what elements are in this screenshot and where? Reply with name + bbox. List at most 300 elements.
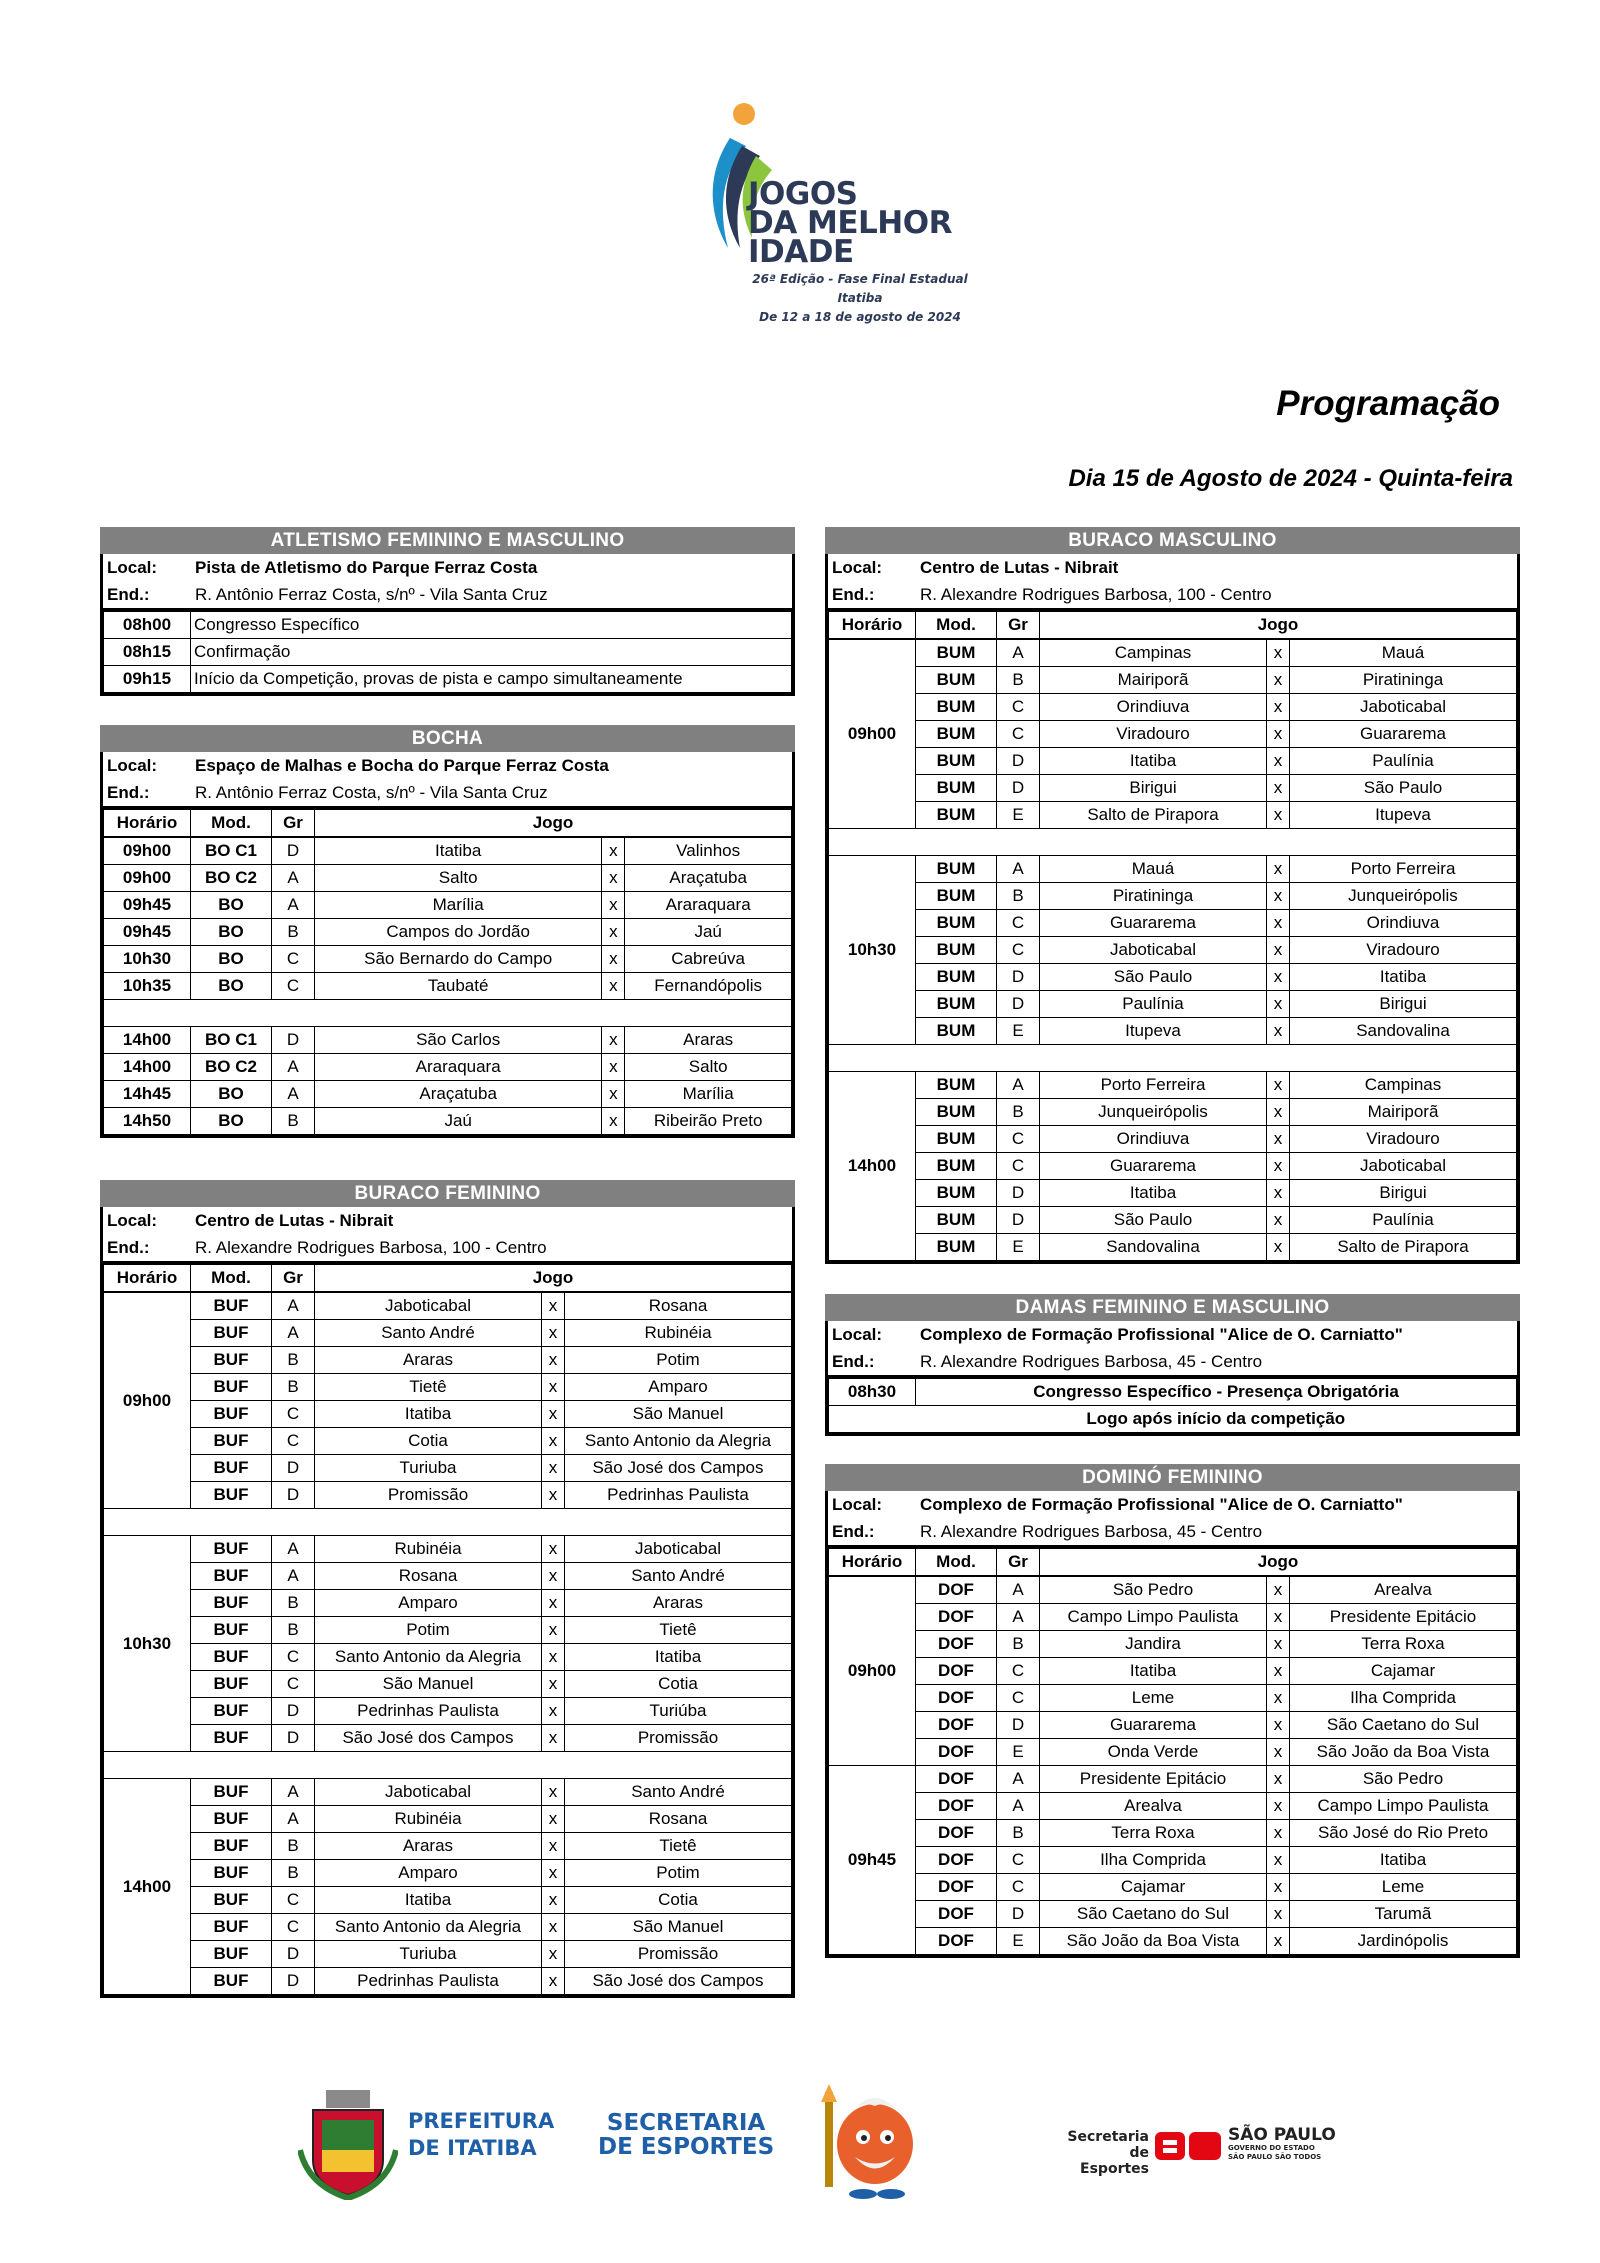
group-cell: C xyxy=(997,1153,1040,1180)
team-a-cell: São José dos Campos xyxy=(315,1725,542,1752)
prefeitura-logo xyxy=(408,2108,554,2162)
table-row xyxy=(829,1099,1517,1126)
spacer-cell xyxy=(104,1000,792,1027)
versus-cell: x xyxy=(542,1833,565,1860)
end-label: End.: xyxy=(832,1522,875,1541)
mod-cell: BO C2 xyxy=(191,865,272,892)
team-a-cell: Guararema xyxy=(1040,1153,1267,1180)
team-b-cell: Piratininga xyxy=(1290,667,1517,694)
group-cell: D xyxy=(997,1180,1040,1207)
versus-cell: x xyxy=(1267,1234,1290,1261)
group-cell: C xyxy=(272,946,315,973)
team-b-cell: Birigui xyxy=(1290,1180,1517,1207)
team-a-cell: Turiuba xyxy=(315,1941,542,1968)
group-cell: A xyxy=(272,892,315,919)
group-cell: D xyxy=(272,837,315,865)
table-row xyxy=(104,1027,792,1054)
spacer-row xyxy=(829,1045,1517,1072)
table-row xyxy=(104,1320,792,1347)
section-title: BOCHA xyxy=(100,725,795,752)
spacer-cell xyxy=(104,1752,792,1779)
section-buraco-feminino xyxy=(100,1180,795,1998)
mod-cell: BUF xyxy=(191,1536,272,1563)
sec-sp-line-1: Secretaria de xyxy=(1067,2129,1149,2161)
team-b-cell: Sandovalina xyxy=(1290,1018,1517,1045)
versus-cell: x xyxy=(1267,1739,1290,1766)
team-b-cell: Jaú xyxy=(625,919,792,946)
versus-cell: x xyxy=(1267,1712,1290,1739)
time-cell: 10h35 xyxy=(104,973,191,1000)
section-title: BURACO FEMININO xyxy=(100,1180,795,1207)
versus-cell: x xyxy=(1267,1658,1290,1685)
versus-cell: x xyxy=(542,1644,565,1671)
end-value: R. Alexandre Rodrigues Barbosa, 100 - Centro xyxy=(920,585,1272,604)
mod-cell: BO xyxy=(191,1108,272,1135)
team-a-cell: Araras xyxy=(315,1833,542,1860)
table-row xyxy=(829,937,1517,964)
group-cell: C xyxy=(272,1914,315,1941)
table-row xyxy=(104,1725,792,1752)
group-cell: C xyxy=(997,1874,1040,1901)
section-domino xyxy=(825,1464,1520,1958)
team-b-cell: Leme xyxy=(1290,1874,1517,1901)
section-bocha xyxy=(100,725,795,1138)
prefeitura-line-2: DE ITATIBA xyxy=(408,2136,537,2160)
mod-cell: BO C1 xyxy=(191,1027,272,1054)
team-a-cell: Jandira xyxy=(1040,1631,1267,1658)
section-title: DAMAS FEMININO E MASCULINO xyxy=(825,1294,1520,1321)
damas-table xyxy=(828,1378,1517,1433)
team-b-cell: Mairiporã xyxy=(1290,1099,1517,1126)
local-label: Local: xyxy=(107,756,158,775)
team-b-cell: São José do Rio Preto xyxy=(1290,1820,1517,1847)
team-a-cell: Birigui xyxy=(1040,775,1267,802)
table-row xyxy=(104,1617,792,1644)
header-time: Horário xyxy=(829,612,916,640)
time-cell: 14h45 xyxy=(104,1081,191,1108)
end-value: R. Alexandre Rodrigues Barbosa, 45 - Centro xyxy=(920,1522,1263,1541)
mascot-icon xyxy=(803,2082,933,2202)
versus-cell: x xyxy=(542,1455,565,1482)
table-row xyxy=(104,973,792,1000)
team-a-cell: Terra Roxa xyxy=(1040,1820,1267,1847)
mod-cell: DOF xyxy=(916,1793,997,1820)
team-b-cell: Promissão xyxy=(565,1725,792,1752)
group-cell: A xyxy=(272,1563,315,1590)
table-row xyxy=(104,1887,792,1914)
header-jogo: Jogo xyxy=(315,1265,792,1293)
versus-cell: x xyxy=(542,1347,565,1374)
table-row xyxy=(829,1874,1517,1901)
info-box xyxy=(100,1207,795,1264)
table-row xyxy=(104,837,792,865)
event-logo xyxy=(700,98,1000,338)
team-a-cell: Presidente Epitácio xyxy=(1040,1766,1267,1793)
mod-cell: BO xyxy=(191,946,272,973)
table-row xyxy=(104,639,792,666)
team-a-cell: Porto Ferreira xyxy=(1040,1072,1267,1099)
team-a-cell: São Caetano do Sul xyxy=(1040,1901,1267,1928)
versus-cell: x xyxy=(542,1887,565,1914)
versus-cell: x xyxy=(602,1027,625,1054)
mod-cell: BUM xyxy=(916,1072,997,1099)
team-a-cell: Cotia xyxy=(315,1428,542,1455)
group-cell: A xyxy=(997,639,1040,667)
table-row xyxy=(104,1968,792,1995)
start-cell: Logo após início da competição xyxy=(916,1406,1517,1433)
congress-cell: Congresso Específico - Presença Obrigatória xyxy=(916,1379,1517,1406)
time-cell: 08h15 xyxy=(104,639,191,666)
team-a-cell: Campos do Jordão xyxy=(315,919,602,946)
team-b-cell: Turiúba xyxy=(565,1698,792,1725)
group-cell: D xyxy=(997,991,1040,1018)
group-cell: A xyxy=(997,1072,1040,1099)
team-a-cell: São Paulo xyxy=(1040,1207,1267,1234)
group-cell: A xyxy=(272,1081,315,1108)
team-b-cell: Ilha Comprida xyxy=(1290,1685,1517,1712)
versus-cell: x xyxy=(1267,1820,1290,1847)
header-jogo: Jogo xyxy=(1040,612,1517,640)
versus-cell: x xyxy=(602,1081,625,1108)
team-a-cell: Promissão xyxy=(315,1482,542,1509)
group-cell: C xyxy=(272,973,315,1000)
page-title: Programação xyxy=(1276,384,1500,423)
spacer-cell xyxy=(829,829,1517,856)
group-cell: C xyxy=(272,1887,315,1914)
group-cell: D xyxy=(997,1901,1040,1928)
team-b-cell: Araraquara xyxy=(625,892,792,919)
team-b-cell: Paulínia xyxy=(1290,1207,1517,1234)
versus-cell: x xyxy=(542,1536,565,1563)
versus-cell: x xyxy=(1267,1928,1290,1955)
table-row xyxy=(829,1406,1517,1433)
table-row xyxy=(104,1941,792,1968)
table-row xyxy=(104,1401,792,1428)
table-row xyxy=(829,1576,1517,1604)
table-row xyxy=(104,865,792,892)
table-row xyxy=(829,1658,1517,1685)
team-a-cell: Salto de Pirapora xyxy=(1040,802,1267,829)
logo-line-1: JOGOS xyxy=(748,176,858,212)
table-row xyxy=(829,991,1517,1018)
mod-cell: BUM xyxy=(916,1234,997,1261)
group-cell: A xyxy=(997,856,1040,883)
mod-cell: BUM xyxy=(916,1018,997,1045)
group-cell: E xyxy=(997,1234,1040,1261)
team-a-cell: São Paulo xyxy=(1040,964,1267,991)
group-cell: C xyxy=(997,721,1040,748)
group-cell: A xyxy=(997,1604,1040,1631)
team-b-cell: Jaboticabal xyxy=(1290,1153,1517,1180)
header-mod: Mod. xyxy=(191,1265,272,1293)
group-cell: B xyxy=(272,1860,315,1887)
versus-cell: x xyxy=(1267,721,1290,748)
versus-cell: x xyxy=(1267,1874,1290,1901)
table-row xyxy=(829,1153,1517,1180)
header-time: Horário xyxy=(829,1549,916,1577)
versus-cell: x xyxy=(1267,1018,1290,1045)
team-a-cell: Orindiuva xyxy=(1040,1126,1267,1153)
table-row xyxy=(829,1847,1517,1874)
table-row xyxy=(829,1234,1517,1261)
mod-cell: DOF xyxy=(916,1739,997,1766)
team-b-cell: Santo André xyxy=(565,1563,792,1590)
team-b-cell: Rosana xyxy=(565,1806,792,1833)
table-row xyxy=(829,883,1517,910)
local-label: Local: xyxy=(107,1211,158,1230)
team-a-cell: Piratininga xyxy=(1040,883,1267,910)
team-a-cell: Arealva xyxy=(1040,1793,1267,1820)
team-a-cell: Potim xyxy=(315,1617,542,1644)
table-row xyxy=(104,1833,792,1860)
team-b-cell: São Paulo xyxy=(1290,775,1517,802)
local-label: Local: xyxy=(832,1495,883,1514)
end-value: R. Alexandre Rodrigues Barbosa, 100 - Centro xyxy=(195,1238,547,1257)
team-a-cell: Junqueirópolis xyxy=(1040,1099,1267,1126)
table-row xyxy=(829,856,1517,883)
team-a-cell: Campo Limpo Paulista xyxy=(1040,1604,1267,1631)
table-row xyxy=(104,946,792,973)
team-b-cell: Salto de Pirapora xyxy=(1290,1234,1517,1261)
group-cell: D xyxy=(997,1207,1040,1234)
mod-cell: BUF xyxy=(191,1698,272,1725)
sp-name: SÃO PAULO xyxy=(1228,2125,1336,2145)
header-mod: Mod. xyxy=(191,810,272,838)
table-row xyxy=(104,1806,792,1833)
mod-cell: BUF xyxy=(191,1428,272,1455)
mod-cell: BUF xyxy=(191,1482,272,1509)
logo-line-2: DA MELHOR xyxy=(748,205,952,241)
team-b-cell: São Manuel xyxy=(565,1401,792,1428)
group-cell: A xyxy=(272,1536,315,1563)
team-b-cell: Fernandópolis xyxy=(625,973,792,1000)
time-cell: 10h30 xyxy=(829,856,916,1045)
team-a-cell: Salto xyxy=(315,865,602,892)
table-row xyxy=(104,1482,792,1509)
table-row xyxy=(829,1072,1517,1099)
group-cell: D xyxy=(272,1968,315,1995)
event-cell: Confirmação xyxy=(191,639,792,666)
team-a-cell: Cajamar xyxy=(1040,1874,1267,1901)
versus-cell: x xyxy=(1267,991,1290,1018)
versus-cell: x xyxy=(602,919,625,946)
time-cell: 09h45 xyxy=(829,1766,916,1955)
group-cell: B xyxy=(272,1347,315,1374)
mod-cell: DOF xyxy=(916,1685,997,1712)
secretaria-line-2: DE ESPORTES xyxy=(598,2134,775,2160)
group-cell: A xyxy=(997,1766,1040,1793)
domino-table xyxy=(828,1548,1517,1955)
mod-cell: DOF xyxy=(916,1928,997,1955)
versus-cell: x xyxy=(542,1482,565,1509)
table-row xyxy=(829,964,1517,991)
team-b-cell: Campinas xyxy=(1290,1072,1517,1099)
group-cell: D xyxy=(272,1941,315,1968)
spacer-row xyxy=(104,1000,792,1027)
mod-cell: BUM xyxy=(916,748,997,775)
mod-cell: BUF xyxy=(191,1455,272,1482)
secretaria-line-1: SECRETARIA xyxy=(606,2110,766,2136)
mod-cell: BO xyxy=(191,973,272,1000)
team-a-cell: Jaboticabal xyxy=(315,1779,542,1806)
team-a-cell: Mauá xyxy=(1040,856,1267,883)
team-b-cell: Salto xyxy=(625,1054,792,1081)
table-row xyxy=(104,892,792,919)
local-label: Local: xyxy=(107,558,158,577)
team-b-cell: Cajamar xyxy=(1290,1658,1517,1685)
mod-cell: DOF xyxy=(916,1604,997,1631)
buraco-feminino-table xyxy=(103,1264,792,1995)
group-cell: C xyxy=(997,1658,1040,1685)
mod-cell: BUM xyxy=(916,910,997,937)
mod-cell: BUM xyxy=(916,1126,997,1153)
table-row xyxy=(104,612,792,639)
versus-cell: x xyxy=(1267,964,1290,991)
mod-cell: BO C1 xyxy=(191,837,272,865)
table-row xyxy=(829,1766,1517,1793)
versus-cell: x xyxy=(602,1054,625,1081)
versus-cell: x xyxy=(1267,667,1290,694)
mod-cell: BUF xyxy=(191,1671,272,1698)
versus-cell: x xyxy=(1267,910,1290,937)
versus-cell: x xyxy=(1267,1631,1290,1658)
versus-cell: x xyxy=(1267,1207,1290,1234)
versus-cell: x xyxy=(542,1671,565,1698)
empty-cell xyxy=(829,1406,916,1433)
secretaria-sp-logo xyxy=(1044,2129,1149,2177)
team-b-cell: Cabreúva xyxy=(625,946,792,973)
versus-cell: x xyxy=(542,1806,565,1833)
team-b-cell: Mauá xyxy=(1290,639,1517,667)
team-b-cell: Itupeva xyxy=(1290,802,1517,829)
versus-cell: x xyxy=(1267,1793,1290,1820)
atletismo-table xyxy=(103,611,792,693)
mod-cell: BUF xyxy=(191,1347,272,1374)
group-cell: D xyxy=(272,1027,315,1054)
table-row xyxy=(104,1428,792,1455)
versus-cell: x xyxy=(1267,775,1290,802)
local-value: Complexo de Formação Profissional "Alice de O. Carniatto" xyxy=(920,1495,1403,1514)
header-time: Horário xyxy=(104,1265,191,1293)
spacer-row xyxy=(829,829,1517,856)
group-cell: B xyxy=(997,1631,1040,1658)
group-cell: E xyxy=(997,802,1040,829)
mod-cell: BUF xyxy=(191,1725,272,1752)
local-value: Pista de Atletismo do Parque Ferraz Costa xyxy=(195,558,538,577)
date-line: Dia 15 de Agosto de 2024 - Quinta-feira xyxy=(1068,465,1513,492)
time-cell: 14h00 xyxy=(104,1027,191,1054)
mod-cell: BUM xyxy=(916,1207,997,1234)
group-cell: B xyxy=(997,1820,1040,1847)
mod-cell: DOF xyxy=(916,1820,997,1847)
versus-cell: x xyxy=(1267,1685,1290,1712)
group-cell: E xyxy=(997,1928,1040,1955)
team-b-cell: Potim xyxy=(565,1860,792,1887)
team-a-cell: Guararema xyxy=(1040,910,1267,937)
table-row xyxy=(104,1914,792,1941)
header-gr: Gr xyxy=(997,1549,1040,1577)
time-cell: 14h00 xyxy=(104,1779,191,1995)
team-b-cell: Birigui xyxy=(1290,991,1517,1018)
spacer-row xyxy=(104,1752,792,1779)
info-box xyxy=(825,554,1520,611)
versus-cell: x xyxy=(1267,1099,1290,1126)
team-b-cell: Junqueirópolis xyxy=(1290,883,1517,910)
versus-cell: x xyxy=(1267,802,1290,829)
versus-cell: x xyxy=(1267,1153,1290,1180)
team-b-cell: Tietê xyxy=(565,1617,792,1644)
group-cell: A xyxy=(272,1779,315,1806)
team-a-cell: Araçatuba xyxy=(315,1081,602,1108)
table-row xyxy=(829,1820,1517,1847)
table-row xyxy=(829,1207,1517,1234)
versus-cell: x xyxy=(1267,1604,1290,1631)
team-b-cell: Jaboticabal xyxy=(565,1536,792,1563)
team-a-cell: Santo Antonio da Alegria xyxy=(315,1914,542,1941)
table-row xyxy=(829,694,1517,721)
mod-cell: DOF xyxy=(916,1658,997,1685)
table-row xyxy=(829,748,1517,775)
header-gr: Gr xyxy=(997,612,1040,640)
time-cell: 09h15 xyxy=(104,666,191,693)
versus-cell: x xyxy=(542,1428,565,1455)
group-cell: C xyxy=(997,1685,1040,1712)
team-b-cell: São Pedro xyxy=(1290,1766,1517,1793)
mod-cell: BUM xyxy=(916,1153,997,1180)
team-a-cell: Turiuba xyxy=(315,1455,542,1482)
table-row xyxy=(104,1536,792,1563)
team-b-cell: Marília xyxy=(625,1081,792,1108)
table-row xyxy=(104,1644,792,1671)
header-gr: Gr xyxy=(272,810,315,838)
sp-emblem-icon xyxy=(1155,2128,1225,2164)
logo-line-3: IDADE xyxy=(748,234,854,270)
table-row xyxy=(104,1590,792,1617)
team-b-cell: Jaboticabal xyxy=(1290,694,1517,721)
logo-edition: 26ª Edição - Fase Final Estadual xyxy=(752,272,968,286)
mod-cell: BUM xyxy=(916,802,997,829)
team-b-cell: Presidente Epitácio xyxy=(1290,1604,1517,1631)
event-cell: Início da Competição, provas de pista e campo simultaneamente xyxy=(191,666,792,693)
team-a-cell: Rosana xyxy=(315,1563,542,1590)
team-a-cell: Onda Verde xyxy=(1040,1739,1267,1766)
section-title: DOMINÓ FEMININO xyxy=(825,1464,1520,1491)
versus-cell: x xyxy=(1267,883,1290,910)
bocha-table xyxy=(103,809,792,1135)
end-label: End.: xyxy=(832,585,875,604)
end-value: R. Alexandre Rodrigues Barbosa, 45 - Centro xyxy=(920,1352,1263,1371)
team-b-cell: Araras xyxy=(625,1027,792,1054)
team-a-cell: Santo Antonio da Alegria xyxy=(315,1644,542,1671)
versus-cell: x xyxy=(602,973,625,1000)
info-box xyxy=(825,1321,1520,1378)
team-b-cell: Terra Roxa xyxy=(1290,1631,1517,1658)
team-a-cell: Pedrinhas Paulista xyxy=(315,1698,542,1725)
team-b-cell: Tietê xyxy=(565,1833,792,1860)
header-mod: Mod. xyxy=(916,612,997,640)
mod-cell: BUM xyxy=(916,856,997,883)
mod-cell: DOF xyxy=(916,1712,997,1739)
table-row xyxy=(829,1180,1517,1207)
versus-cell: x xyxy=(1267,856,1290,883)
table-row xyxy=(104,1455,792,1482)
time-cell: 10h30 xyxy=(104,1536,191,1752)
table-header xyxy=(829,612,1517,640)
team-b-cell: Araçatuba xyxy=(625,865,792,892)
group-cell: A xyxy=(997,1576,1040,1604)
group-cell: B xyxy=(997,883,1040,910)
section-atletismo xyxy=(100,527,795,696)
